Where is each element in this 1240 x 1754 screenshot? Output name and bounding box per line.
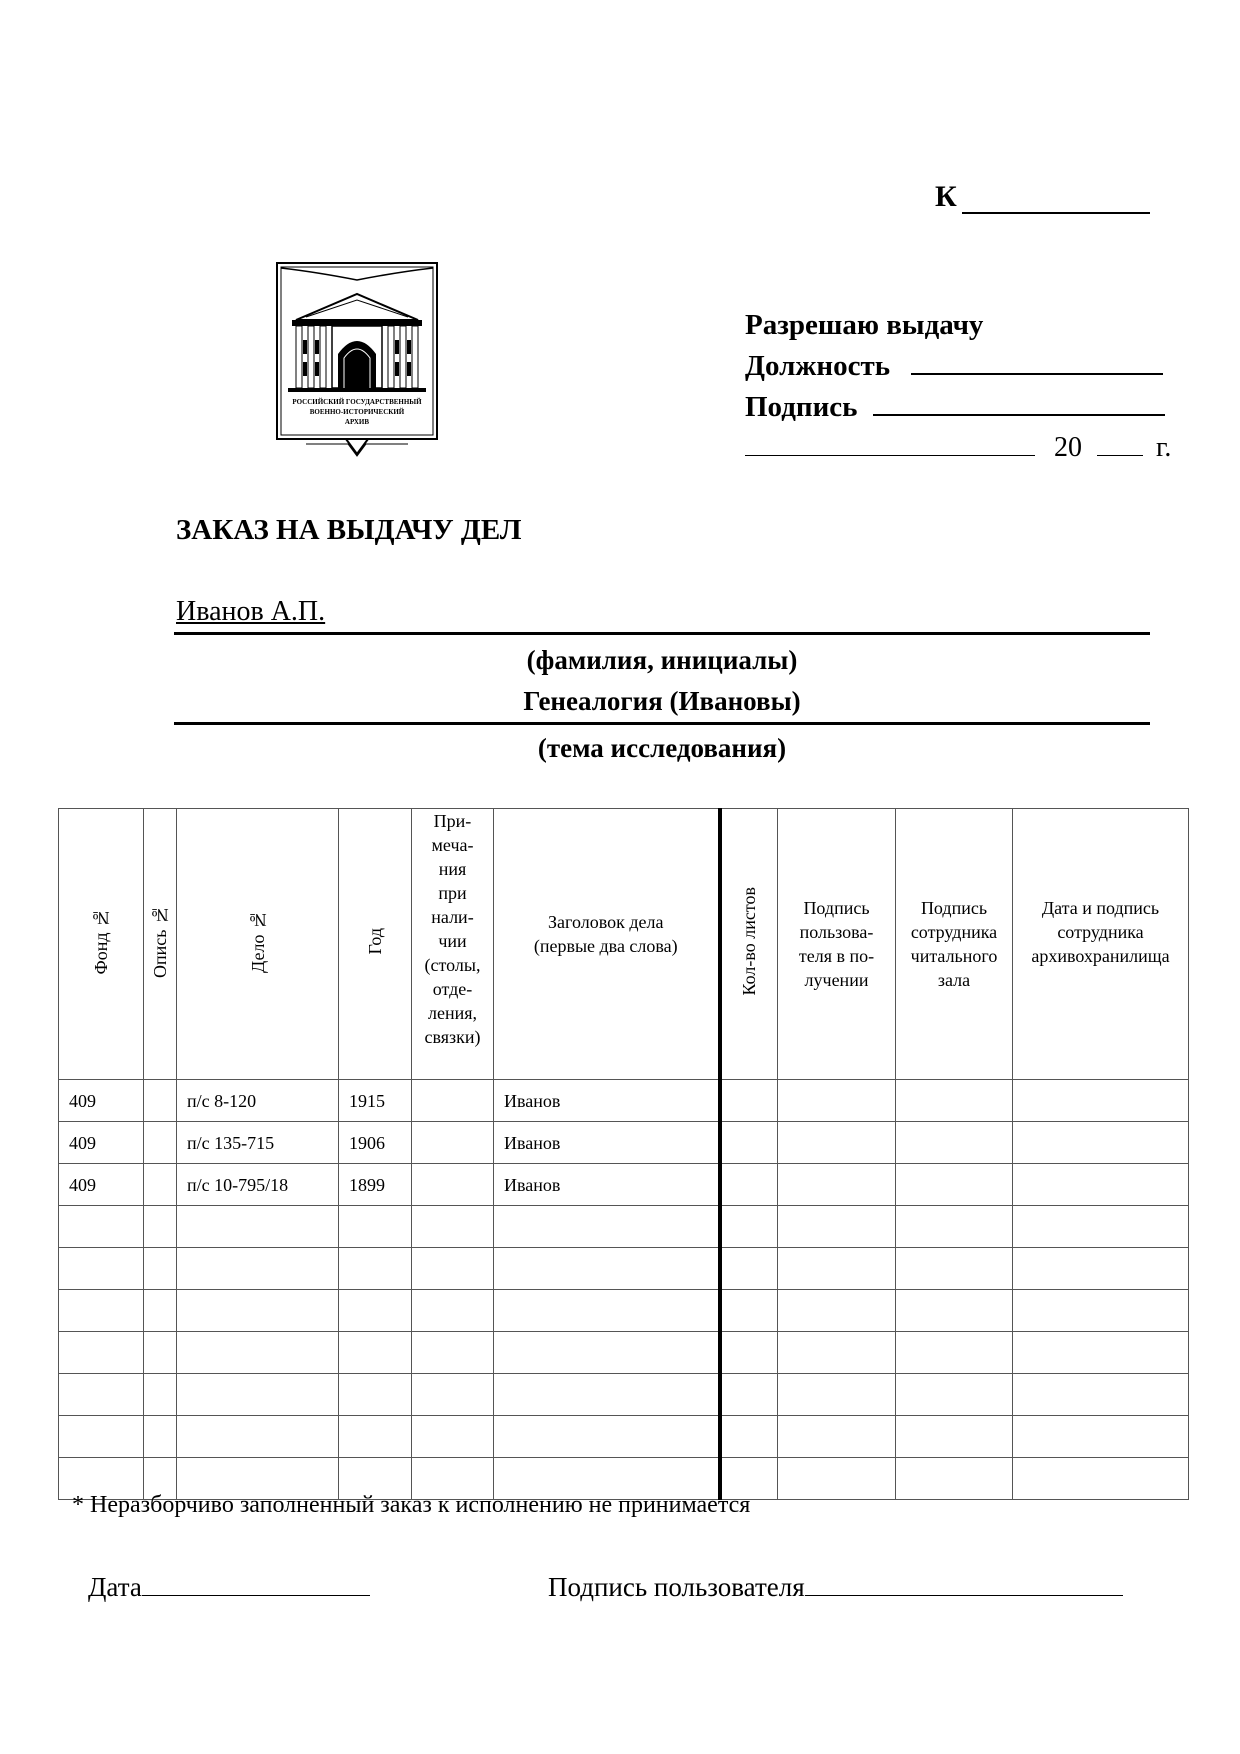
cell-sheets[interactable] — [720, 1080, 778, 1122]
cell-notes[interactable] — [412, 1206, 494, 1248]
cell-sheets[interactable] — [720, 1290, 778, 1332]
cell-staff-sign[interactable] — [896, 1290, 1013, 1332]
cell-notes[interactable] — [412, 1374, 494, 1416]
year-prefix: 20 — [1054, 432, 1082, 463]
svg-text:ВОЕННО-ИСТОРИЧЕСКИЙ: ВОЕННО-ИСТОРИЧЕСКИЙ — [309, 408, 405, 416]
form-title: ЗАКАЗ НА ВЫДАЧУ ДЕЛ — [176, 514, 522, 546]
cell-staff-sign[interactable] — [896, 1080, 1013, 1122]
cell-storage-sign[interactable] — [1013, 1080, 1189, 1122]
cell-god[interactable]: 1906 — [339, 1122, 412, 1164]
cell-user-sign[interactable] — [778, 1458, 896, 1500]
research-topic-value[interactable]: Генеалогия (Ивановы) — [523, 686, 801, 716]
table-row — [59, 1206, 1189, 1248]
cell-sheets[interactable] — [720, 1416, 778, 1458]
cell-staff-sign[interactable] — [896, 1458, 1013, 1500]
cell-fond[interactable]: 409 — [59, 1164, 144, 1206]
header-storage-signature: Дата и подпись сотрудника архивохранилища — [1013, 809, 1189, 1080]
cell-title[interactable] — [494, 1374, 720, 1416]
cell-user-sign[interactable] — [778, 1080, 896, 1122]
cell-fond[interactable] — [59, 1248, 144, 1290]
svg-text:РОССИЙСКИЙ ГОСУДАРСТВЕННЫЙ: РОССИЙСКИЙ ГОСУДАРСТВЕННЫЙ — [292, 398, 422, 406]
cell-fond[interactable]: 409 — [59, 1080, 144, 1122]
cell-opis[interactable] — [144, 1248, 177, 1290]
year-field-line[interactable] — [1097, 455, 1143, 456]
user-signature-label: Подпись пользователя — [548, 1572, 805, 1602]
header-god: Год — [339, 809, 412, 1080]
cell-storage-sign[interactable] — [1013, 1458, 1189, 1500]
signature-field-line[interactable] — [873, 414, 1165, 416]
header-sheets-count: Кол-во листов — [720, 809, 778, 1080]
cell-fond[interactable]: 409 — [59, 1122, 144, 1164]
cell-title[interactable]: Иванов — [494, 1122, 720, 1164]
name-underline — [174, 632, 1150, 635]
header-opis: Опись № — [144, 809, 177, 1080]
cell-title[interactable]: Иванов — [494, 1080, 720, 1122]
cell-notes[interactable] — [412, 1416, 494, 1458]
table-row — [59, 1416, 1189, 1458]
cell-notes[interactable] — [412, 1290, 494, 1332]
cell-storage-sign[interactable] — [1013, 1290, 1189, 1332]
cell-notes[interactable] — [412, 1080, 494, 1122]
cell-opis[interactable] — [144, 1332, 177, 1374]
topic-caption: (тема исследования) — [537, 733, 787, 763]
cell-title[interactable] — [494, 1332, 720, 1374]
cell-fond[interactable] — [59, 1206, 144, 1248]
approval-date-line[interactable] — [745, 455, 1035, 456]
cell-staff-sign[interactable] — [896, 1164, 1013, 1206]
header-fond: Фонд № — [59, 809, 144, 1080]
cell-opis[interactable] — [144, 1416, 177, 1458]
cell-title[interactable] — [494, 1290, 720, 1332]
cell-fond[interactable] — [59, 1374, 144, 1416]
cell-storage-sign[interactable] — [1013, 1248, 1189, 1290]
cell-fond[interactable] — [59, 1290, 144, 1332]
cell-delo[interactable]: п/с 10-795/18 — [177, 1164, 339, 1206]
cell-user-sign[interactable] — [778, 1374, 896, 1416]
cell-notes[interactable] — [412, 1122, 494, 1164]
cell-delo[interactable]: п/с 8-120 — [177, 1080, 339, 1122]
table-row — [59, 1374, 1189, 1416]
cell-god[interactable] — [339, 1290, 412, 1332]
cell-opis[interactable] — [144, 1080, 177, 1122]
archive-building-emblem-icon — [276, 262, 438, 458]
cell-god[interactable] — [339, 1206, 412, 1248]
cell-storage-sign[interactable] — [1013, 1332, 1189, 1374]
footer-date-row — [88, 1572, 370, 1603]
header-user-signature: Подпись пользова- теля в по- лучении — [778, 809, 896, 1080]
user-signature-field-line[interactable] — [805, 1595, 1123, 1596]
cell-storage-sign[interactable] — [1013, 1416, 1189, 1458]
cell-storage-sign[interactable] — [1013, 1206, 1189, 1248]
cell-opis[interactable] — [144, 1290, 177, 1332]
cell-title[interactable]: Иванов — [494, 1164, 720, 1206]
cell-delo[interactable] — [177, 1290, 339, 1332]
signature-row — [745, 387, 1165, 428]
cell-sheets[interactable] — [720, 1122, 778, 1164]
footnote: * Неразборчиво заполненный заказ к исполнению не принимается — [72, 1492, 751, 1518]
name-caption: (фамилия, инициалы) — [526, 645, 798, 675]
user-name-value[interactable]: Иванов А.П. — [176, 596, 326, 627]
table-row — [59, 1164, 1189, 1206]
cell-user-sign[interactable] — [778, 1248, 896, 1290]
header-staff-signature: Подпись сотрудника читального зала — [896, 809, 1013, 1080]
cell-title[interactable] — [494, 1206, 720, 1248]
cell-storage-sign[interactable] — [1013, 1374, 1189, 1416]
year-suffix: г. — [1156, 432, 1172, 463]
addressee-field-line[interactable] — [962, 212, 1150, 214]
cell-staff-sign[interactable] — [896, 1122, 1013, 1164]
cell-notes[interactable] — [412, 1164, 494, 1206]
cell-fond[interactable] — [59, 1416, 144, 1458]
cell-sheets[interactable] — [720, 1248, 778, 1290]
table-row — [59, 1122, 1189, 1164]
approval-title: Разрешаю выдачу — [745, 309, 984, 341]
cell-delo[interactable]: п/с 135-715 — [177, 1122, 339, 1164]
cell-fond[interactable] — [59, 1332, 144, 1374]
position-field-line[interactable] — [911, 373, 1163, 375]
cell-opis[interactable] — [144, 1374, 177, 1416]
approval-block — [745, 305, 1165, 428]
cell-delo[interactable] — [177, 1416, 339, 1458]
topic-underline — [174, 722, 1150, 725]
position-row — [745, 346, 1165, 387]
cell-title[interactable] — [494, 1416, 720, 1458]
date-field-line[interactable] — [142, 1595, 370, 1596]
cell-god[interactable] — [339, 1332, 412, 1374]
cell-user-sign[interactable] — [778, 1332, 896, 1374]
position-label: Должность — [745, 350, 891, 382]
date-label: Дата — [88, 1572, 142, 1602]
header-delo: Дело № — [177, 809, 339, 1080]
cell-delo[interactable] — [177, 1332, 339, 1374]
header-case-title: Заголовок дела (первые два слова) — [494, 809, 720, 1080]
cell-god[interactable] — [339, 1416, 412, 1458]
cell-title[interactable] — [494, 1248, 720, 1290]
cell-sheets[interactable] — [720, 1164, 778, 1206]
cell-opis[interactable] — [144, 1206, 177, 1248]
cell-user-sign[interactable] — [778, 1416, 896, 1458]
table-row — [59, 1290, 1189, 1332]
cell-opis[interactable] — [144, 1122, 177, 1164]
cell-notes[interactable] — [412, 1332, 494, 1374]
cell-staff-sign[interactable] — [896, 1206, 1013, 1248]
addressee-label: К — [935, 180, 957, 213]
table-row — [59, 1332, 1189, 1374]
table-row — [59, 1248, 1189, 1290]
approval-date-row — [745, 432, 1171, 464]
cell-staff-sign[interactable] — [896, 1416, 1013, 1458]
cell-opis[interactable] — [144, 1164, 177, 1206]
cell-staff-sign[interactable] — [896, 1248, 1013, 1290]
table-header-row — [59, 809, 1189, 1080]
cell-user-sign[interactable] — [778, 1122, 896, 1164]
cell-god[interactable] — [339, 1374, 412, 1416]
signature-label: Подпись — [745, 391, 858, 423]
cell-sheets[interactable] — [720, 1374, 778, 1416]
header-notes: При- меча- ния при нали- чии (столы, отде- ления, связки) — [412, 809, 494, 1080]
cell-god[interactable] — [339, 1248, 412, 1290]
cell-delo[interactable] — [177, 1374, 339, 1416]
cell-delo[interactable] — [177, 1248, 339, 1290]
cell-notes[interactable] — [412, 1248, 494, 1290]
orders-table — [58, 808, 1189, 1500]
cell-storage-sign[interactable] — [1013, 1164, 1189, 1206]
svg-text:АРХИВ: АРХИВ — [344, 418, 370, 426]
table-row — [59, 1080, 1189, 1122]
cell-storage-sign[interactable] — [1013, 1122, 1189, 1164]
cell-user-sign[interactable] — [778, 1206, 896, 1248]
cell-god[interactable]: 1899 — [339, 1164, 412, 1206]
cell-staff-sign[interactable] — [896, 1374, 1013, 1416]
footer-signature-row — [548, 1572, 1123, 1603]
cell-staff-sign[interactable] — [896, 1332, 1013, 1374]
cell-sheets[interactable] — [720, 1206, 778, 1248]
cell-user-sign[interactable] — [778, 1164, 896, 1206]
cell-sheets[interactable] — [720, 1332, 778, 1374]
cell-user-sign[interactable] — [778, 1290, 896, 1332]
cell-delo[interactable] — [177, 1206, 339, 1248]
cell-god[interactable]: 1915 — [339, 1080, 412, 1122]
